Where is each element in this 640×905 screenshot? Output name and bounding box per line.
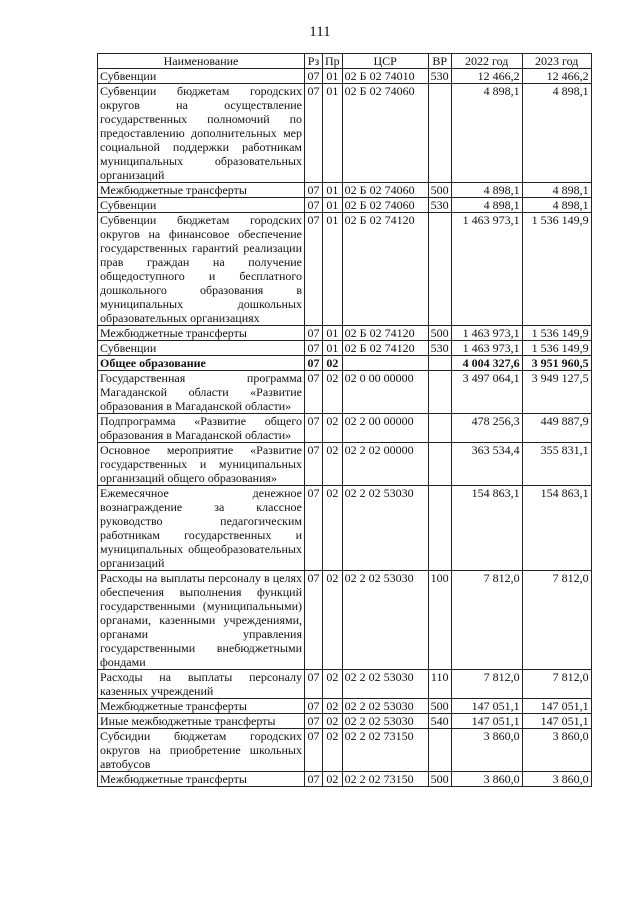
cell-y2023: 147 051,1 (522, 699, 591, 714)
cell-y2023: 4 898,1 (522, 198, 591, 213)
cell-pr: 01 (323, 326, 343, 341)
cell-pr: 01 (323, 84, 343, 183)
cell-y2023: 3 860,0 (522, 772, 591, 787)
cell-name: Межбюджетные трансферты (98, 772, 305, 787)
cell-csr: 02 2 02 53030 (342, 714, 428, 729)
cell-pr: 01 (323, 213, 343, 326)
cell-y2022: 3 860,0 (451, 772, 522, 787)
cell-vr: 540 (428, 714, 451, 729)
table-row (98, 714, 592, 729)
cell-csr: 02 Б 02 74120 (342, 213, 428, 326)
cell-name: Субвенции бюджетам городских округов на осуществление государственных полномочий по предоставлению дополнительных мер социальной поддержки работникам муниципальных образовательных организаций (98, 84, 305, 183)
table-header-row (98, 54, 592, 69)
cell-vr (428, 414, 451, 443)
table-row (98, 84, 592, 183)
cell-csr: 02 2 00 00000 (342, 414, 428, 443)
cell-rz: 07 (305, 772, 323, 787)
cell-name: Общее образование (98, 356, 305, 371)
cell-y2023: 3 949 127,5 (522, 371, 591, 414)
cell-rz: 07 (305, 183, 323, 198)
cell-csr: 02 Б 02 74060 (342, 84, 428, 183)
cell-name: Ежемесячное денежное вознаграждение за классное руководство педагогическим работникам государственных и муниципальных общеобразовательных организаций (98, 486, 305, 571)
cell-y2023: 1 536 149,9 (522, 341, 591, 356)
cell-y2023: 1 536 149,9 (522, 326, 591, 341)
cell-name: Субсидии бюджетам городских округов на приобретение школьных автобусов (98, 729, 305, 772)
cell-y2022: 4 004 327,6 (451, 356, 522, 371)
cell-y2023: 154 863,1 (522, 486, 591, 571)
cell-name: Иные межбюджетные трансферты (98, 714, 305, 729)
cell-name: Подпрограмма «Развитие общего образования в Магаданской области» (98, 414, 305, 443)
cell-vr (428, 213, 451, 326)
cell-pr: 02 (323, 443, 343, 486)
table-row (98, 198, 592, 213)
cell-vr: 530 (428, 69, 451, 84)
cell-pr: 01 (323, 183, 343, 198)
cell-y2023: 7 812,0 (522, 571, 591, 670)
cell-name: Межбюджетные трансферты (98, 183, 305, 198)
cell-y2023: 12 466,2 (522, 69, 591, 84)
cell-y2022: 147 051,1 (451, 714, 522, 729)
cell-pr: 01 (323, 341, 343, 356)
cell-pr: 01 (323, 198, 343, 213)
cell-csr: 02 2 02 00000 (342, 443, 428, 486)
header-name: Наименование (98, 54, 305, 69)
cell-csr: 02 2 02 53030 (342, 571, 428, 670)
table-row (98, 69, 592, 84)
header-rz: Рз (305, 54, 323, 69)
cell-y2022: 4 898,1 (451, 183, 522, 198)
cell-vr (428, 84, 451, 183)
cell-y2022: 3 860,0 (451, 729, 522, 772)
table-row (98, 326, 592, 341)
cell-rz: 07 (305, 69, 323, 84)
header-2022: 2022 год (451, 54, 522, 69)
cell-rz: 07 (305, 84, 323, 183)
cell-y2022: 12 466,2 (451, 69, 522, 84)
cell-vr: 530 (428, 341, 451, 356)
cell-vr: 500 (428, 326, 451, 341)
cell-y2022: 478 256,3 (451, 414, 522, 443)
cell-pr: 01 (323, 69, 343, 84)
cell-vr (428, 729, 451, 772)
cell-y2022: 1 463 973,1 (451, 326, 522, 341)
cell-y2023: 3 860,0 (522, 729, 591, 772)
table-row (98, 443, 592, 486)
cell-y2023: 4 898,1 (522, 183, 591, 198)
cell-pr: 02 (323, 699, 343, 714)
cell-vr: 500 (428, 772, 451, 787)
header-csr: ЦСР (342, 54, 428, 69)
cell-y2023: 7 812,0 (522, 670, 591, 699)
cell-rz: 07 (305, 699, 323, 714)
cell-y2022: 3 497 064,1 (451, 371, 522, 414)
cell-y2022: 147 051,1 (451, 699, 522, 714)
cell-name: Межбюджетные трансферты (98, 326, 305, 341)
cell-y2022: 363 534,4 (451, 443, 522, 486)
cell-csr: 02 Б 02 74010 (342, 69, 428, 84)
cell-name: Межбюджетные трансферты (98, 699, 305, 714)
cell-y2023: 147 051,1 (522, 714, 591, 729)
cell-name: Основное мероприятие «Развитие государственных и муниципальных организаций общего образования» (98, 443, 305, 486)
cell-y2022: 7 812,0 (451, 571, 522, 670)
table-row (98, 371, 592, 414)
cell-rz: 07 (305, 213, 323, 326)
cell-csr: 02 2 02 53030 (342, 670, 428, 699)
header-2023: 2023 год (522, 54, 591, 69)
cell-pr: 02 (323, 571, 343, 670)
cell-pr: 02 (323, 772, 343, 787)
cell-y2023: 449 887,9 (522, 414, 591, 443)
table-row (98, 486, 592, 571)
cell-vr: 500 (428, 699, 451, 714)
cell-y2023: 3 951 960,5 (522, 356, 591, 371)
cell-vr (428, 486, 451, 571)
cell-vr (428, 356, 451, 371)
cell-pr: 02 (323, 356, 343, 371)
cell-y2022: 4 898,1 (451, 84, 522, 183)
cell-rz: 07 (305, 341, 323, 356)
cell-rz: 07 (305, 414, 323, 443)
cell-csr: 02 Б 02 74120 (342, 326, 428, 341)
cell-pr: 02 (323, 670, 343, 699)
cell-name: Субвенции (98, 341, 305, 356)
cell-vr: 100 (428, 571, 451, 670)
cell-rz: 07 (305, 198, 323, 213)
cell-pr: 02 (323, 714, 343, 729)
cell-rz: 07 (305, 729, 323, 772)
table-row (98, 772, 592, 787)
cell-rz: 07 (305, 486, 323, 571)
cell-csr: 02 Б 02 74120 (342, 341, 428, 356)
cell-name: Субвенции (98, 69, 305, 84)
cell-y2022: 1 463 973,1 (451, 341, 522, 356)
cell-rz: 07 (305, 443, 323, 486)
page-number: 111 (309, 24, 331, 40)
cell-y2022: 1 463 973,1 (451, 213, 522, 326)
cell-csr: 02 Б 02 74060 (342, 198, 428, 213)
cell-y2023: 1 536 149,9 (522, 213, 591, 326)
table-row (98, 729, 592, 772)
table-row (98, 670, 592, 699)
cell-csr: 02 2 02 53030 (342, 699, 428, 714)
cell-vr: 110 (428, 670, 451, 699)
cell-vr (428, 371, 451, 414)
cell-rz: 07 (305, 714, 323, 729)
cell-name: Государственная программа Магаданской области «Развитие образования в Магаданской области» (98, 371, 305, 414)
cell-csr: 02 2 02 53030 (342, 486, 428, 571)
table-row (98, 414, 592, 443)
cell-vr: 500 (428, 183, 451, 198)
cell-pr: 02 (323, 486, 343, 571)
budget-table (97, 53, 592, 787)
cell-csr: 02 0 00 00000 (342, 371, 428, 414)
cell-rz: 07 (305, 571, 323, 670)
cell-rz: 07 (305, 356, 323, 371)
cell-y2022: 7 812,0 (451, 670, 522, 699)
cell-pr: 02 (323, 729, 343, 772)
table-row (98, 341, 592, 356)
cell-pr: 02 (323, 414, 343, 443)
cell-y2023: 355 831,1 (522, 443, 591, 486)
cell-rz: 07 (305, 326, 323, 341)
cell-rz: 07 (305, 670, 323, 699)
cell-vr: 530 (428, 198, 451, 213)
table-body (98, 69, 592, 787)
cell-pr: 02 (323, 371, 343, 414)
table-row (98, 571, 592, 670)
cell-vr (428, 443, 451, 486)
cell-y2022: 4 898,1 (451, 198, 522, 213)
cell-csr (342, 356, 428, 371)
cell-name: Субвенции (98, 198, 305, 213)
header-vr: ВР (428, 54, 451, 69)
cell-name: Субвенции бюджетам городских округов на финансовое обеспечение государственных гарантий реализации прав граждан на получение общедоступного и бесплатного дошкольного образования в муниципальных дошкольных образовательных организациях (98, 213, 305, 326)
cell-csr: 02 Б 02 74060 (342, 183, 428, 198)
table-row (98, 213, 592, 326)
header-pr: Пр (323, 54, 343, 69)
cell-name: Расходы на выплаты персоналу казенных учреждений (98, 670, 305, 699)
cell-name: Расходы на выплаты персоналу в целях обеспечения выполнения функций государственными (муниципальными) органами, казенными учреждениями, органами управления государственными внебюджетными фондами (98, 571, 305, 670)
table-row (98, 183, 592, 198)
cell-csr: 02 2 02 73150 (342, 772, 428, 787)
cell-y2023: 4 898,1 (522, 84, 591, 183)
cell-rz: 07 (305, 371, 323, 414)
cell-y2022: 154 863,1 (451, 486, 522, 571)
table-row (98, 356, 592, 371)
table-row (98, 699, 592, 714)
cell-csr: 02 2 02 73150 (342, 729, 428, 772)
